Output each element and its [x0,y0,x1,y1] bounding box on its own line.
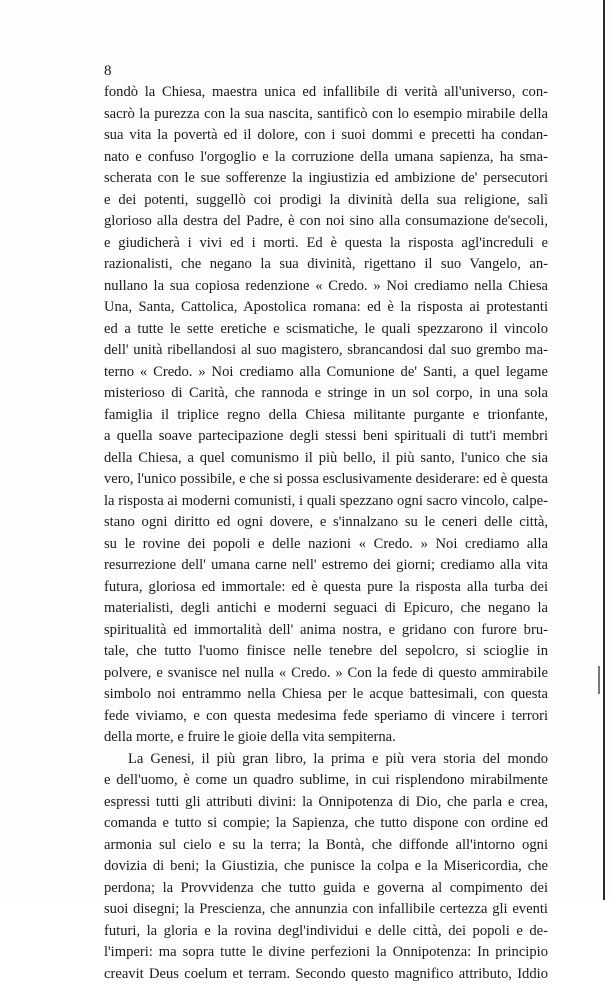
text-line: glorioso alla destra del Padre, è con noi sino alla consumazione de'secoli, [104,211,548,233]
text-line: nato e confuso l'orgoglio e la corruzione della umana sapienza, ha sma- [104,147,548,169]
text-line: tale, che tutto l'uomo finisce nelle tenebre del sepolcro, si scioglie in [104,641,548,663]
text-line: l'imperi: ma sopra tutte le divine perfezioni la Onnipotenza: In principio [104,942,548,964]
text-line: terno « Credo. » Noi crediamo alla Comunione de' Santi, a quel legame [104,362,548,384]
text-line: materialisti, degli antichi e moderni seguaci di Epicuro, che negano la [104,598,548,620]
body-text [104,82,548,985]
text-line: della morte, e fruire le gioie della vita sempiterna. [104,727,548,749]
text-line: perdona; la Provvidenza che tutto guida e governa al compimento dei [104,878,548,900]
text-line: futura, gloriosa ed immortale: ed è questa pure la risposta alla turba dei [104,577,548,599]
text-line: sua vita la povertà ed il dolore, con i suoi dommi e precetti ha condan- [104,125,548,147]
text-line: misterioso di Carità, che rannoda e stringe in un sol corpo, in una sola [104,383,548,405]
text-line: spiritualità ed immortalità dell' anima nostra, e gridano con furore bru- [104,620,548,642]
text-line: polvere, e svanisce nel nulla « Credo. » Con la fede di questo ammirabile [104,663,548,685]
text-line: dovizia di beni; la Giustizia, che punisce la colpa e la Misericordia, che [104,856,548,878]
text-line: resurrezione dell' umana carne nell' estremo dei giorni; crediamo alla vita [104,555,548,577]
text-line: stano ogni diritto ed ogni dovere, e s'innalzano su le ceneri delle città, [104,512,548,534]
text-line: la risposta ai moderni comunisti, i quali spezzano ogni sacro vincolo, calpe- [104,491,548,513]
text-line: su le rovine dei popoli e delle nazioni « Credo. » Noi crediamo alla [104,534,548,556]
text-line: creavit Deus coelum et terram. Secondo questo magnifico attributo, Iddio [104,964,548,985]
text-line: espressi tutti gli attributi divini: la Onnipotenza di Dio, che parla e crea, [104,792,548,814]
text-line: comanda e tutto si compie; la Sapienza, che tutto dispone con ordine ed [104,813,548,835]
text-line: e giudicherà i vivi ed i morti. Ed è questa la risposta agl'increduli e [104,233,548,255]
text-line: nullano la sua copiosa redenzione « Credo. » Noi crediamo nella Chiesa [104,276,548,298]
text-line: fondò la Chiesa, maestra unica ed infallibile di verità all'universo, con- [104,82,548,104]
text-line: sacrò la purezza con la sua nascita, santificò con lo esempio mirabile della [104,104,548,126]
text-line: fede viviamo, e con questa medesima fede speriamo di vincere i terrori [104,706,548,728]
page-edge-shadow [603,0,605,900]
text-line: della Chiesa, a quel comunismo il più bello, il più santo, l'unico che sia [104,448,548,470]
text-line: a quella soave partecipazione degli stessi beni spirituali di tutt'i membri [104,426,548,448]
text-line: futuri, la gloria e la rovina degl'individui e delle città, dei popoli e de- [104,921,548,943]
text-line: famiglia il triplice regno della Chiesa militante purgante e trionfante, [104,405,548,427]
text-line: vero, l'unico possibile, e che si possa esclusivamente desiderare: ed è questa [104,469,548,491]
text-line: La Genesi, il più gran libro, la prima e più vera storia del mondo [104,749,548,771]
text-line: scherata con le sue sofferenze la ingiustizia ed ambizione de' persecutori [104,168,548,190]
margin-mark [598,666,600,694]
text-line: e dei potenti, suggellò coi prodigi la divinità della sua religione, salì [104,190,548,212]
page-number: 8 [104,63,112,80]
text-line: dell' unità ribellandosi al suo magistero, sbrancandosi dal suo grembo ma- [104,340,548,362]
text-line: simbolo noi entrammo nella Chiesa per le acque battesimali, con questa [104,684,548,706]
text-line: suoi disegni; la Prescienza, che annunzia con infallibile certezza gli eventi [104,899,548,921]
text-line: ed a tutte le sette eretiche e scismatiche, le quali spezzarono il vincolo [104,319,548,341]
text-line: armonia sul cielo e su la terra; la Bontà, che diffonde all'intorno ogni [104,835,548,857]
text-line: razionalisti, che negano la sua divinità, rigettano il suo Vangelo, an- [104,254,548,276]
text-line: e dell'uomo, è come un quadro sublime, in cui risplendono mirabilmente [104,770,548,792]
text-line: Una, Santa, Cattolica, Apostolica romana: ed è la risposta ai protestanti [104,297,548,319]
